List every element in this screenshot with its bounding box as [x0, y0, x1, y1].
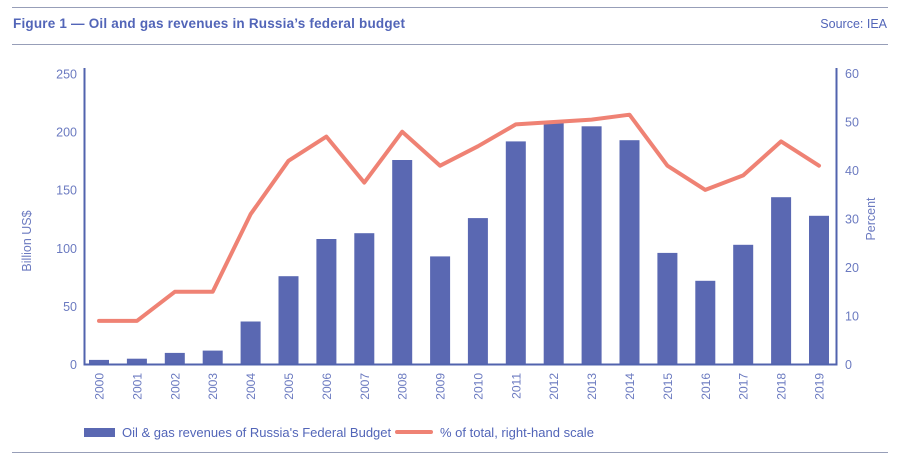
bar-2002	[165, 353, 185, 365]
left-tick-150: 150	[56, 183, 77, 198]
x-tick-2006: 2006	[319, 373, 334, 400]
left-tick-50: 50	[63, 299, 77, 314]
bar-2014	[620, 140, 640, 364]
source-label: Source: IEA	[820, 17, 887, 31]
left-tick-250: 250	[56, 67, 77, 82]
bar-2016	[695, 281, 715, 365]
bar-series-swatch	[84, 428, 115, 437]
bar-2019	[809, 216, 829, 365]
line-series-label: % of total, right-hand scale	[440, 424, 594, 440]
x-tick-2011: 2011	[509, 373, 524, 399]
line-series-swatch	[395, 430, 433, 435]
legend-item-revenues	[84, 424, 391, 440]
right-tick-40: 40	[845, 164, 859, 178]
right-axis-title: Percent	[864, 197, 878, 241]
x-tick-2019: 2019	[812, 373, 827, 400]
legend-item-percent	[395, 424, 594, 440]
x-tick-2003: 2003	[206, 373, 221, 400]
x-tick-2000: 2000	[92, 373, 107, 400]
bar-series-label: Oil & gas revenues of Russia's Federal Budget	[122, 424, 392, 440]
bar-2015	[657, 253, 677, 365]
right-tick-0: 0	[845, 358, 852, 372]
bar-2010	[468, 218, 488, 364]
x-tick-2004: 2004	[244, 373, 259, 400]
right-tick-50: 50	[845, 115, 859, 130]
right-tick-60: 60	[845, 67, 859, 81]
x-tick-2010: 2010	[471, 373, 486, 400]
bar-2004	[241, 322, 261, 365]
left-tick-200: 200	[56, 125, 77, 140]
bar-2017	[733, 245, 753, 365]
x-tick-2014: 2014	[623, 373, 637, 400]
x-tick-2008: 2008	[395, 373, 410, 400]
bar-2003	[203, 351, 223, 365]
right-tick-30: 30	[845, 212, 859, 227]
x-tick-2018: 2018	[774, 373, 789, 400]
bar-2005	[279, 276, 299, 364]
bar-2012	[544, 123, 564, 365]
bar-2008	[392, 160, 412, 365]
bar-2011	[506, 141, 526, 364]
bottom-rule	[12, 452, 888, 453]
bar-2013	[582, 126, 602, 364]
x-tick-2015: 2015	[660, 373, 675, 400]
bar-2018	[771, 197, 791, 364]
bar-2009	[430, 256, 450, 364]
x-tick-2007: 2007	[357, 373, 372, 400]
bar-2006	[316, 239, 336, 365]
right-tick-10: 10	[845, 309, 859, 324]
bar-2007	[354, 233, 374, 364]
figure-title: Figure 1 — Oil and gas revenues in Russia’s federal budget	[13, 16, 406, 31]
left-axis-title: Billion US$	[20, 210, 34, 272]
x-tick-2005: 2005	[282, 373, 296, 400]
left-tick-100: 100	[56, 241, 77, 256]
x-tick-2013: 2013	[585, 373, 600, 400]
x-tick-2009: 2009	[433, 373, 448, 400]
x-tick-2012: 2012	[547, 373, 562, 400]
right-tick-20: 20	[845, 261, 859, 275]
x-tick-2017: 2017	[736, 373, 751, 400]
x-tick-2016: 2016	[698, 373, 713, 400]
left-tick-0: 0	[70, 358, 77, 372]
x-tick-2002: 2002	[168, 373, 183, 400]
x-tick-2001: 2001	[130, 373, 145, 400]
